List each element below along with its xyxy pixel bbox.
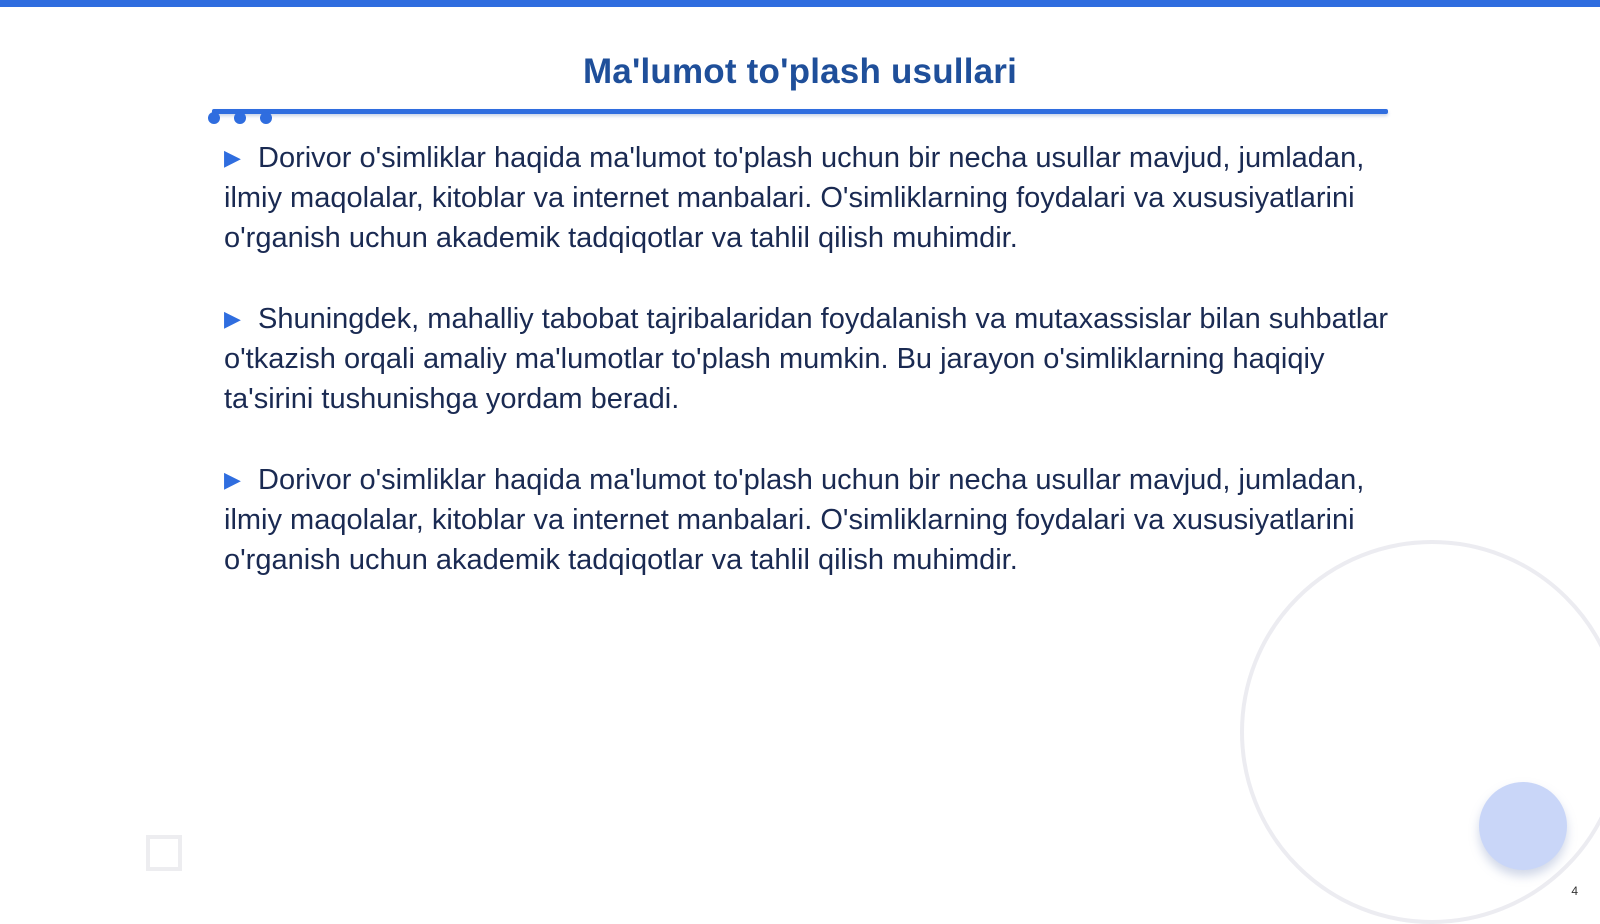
bullet-item: [224, 138, 1394, 258]
decor-circle: [1479, 782, 1567, 870]
top-accent-bar: [0, 0, 1600, 7]
bullet-text: Shuningdek, mahalliy tabobat tajribalaridan foydalanish va mutaxassislar bilan suhbatlar o'tkazish orqali amaliy ma'lumotlar to'plash mumkin. Bu jarayon o'simliklarning haqiqiy ta'sirini tushunishga yordam beradi.: [224, 303, 1389, 415]
slide-content: [224, 138, 1394, 621]
decor-ring: [1240, 540, 1600, 924]
bullet-arrow-icon: ▶: [224, 145, 241, 170]
decor-square: [146, 835, 182, 871]
decor-dot: [260, 112, 272, 124]
bullet-text: Dorivor o'simliklar haqida ma'lumot to'plash uchun bir necha usullar mavjud, jumladan, ilmiy maqolalar, kitoblar va internet manbalari. O'simliklarning foydalari va xususiyatlarini o'rganish uchun akademik tadqiqotlar va tahlil qilish muhimdir.: [224, 142, 1365, 254]
bullet-item: [224, 460, 1394, 580]
title-underline: [212, 109, 1388, 114]
page-number: 4: [1571, 884, 1578, 898]
slide-title: Ma'lumot to'plash usullari: [582, 52, 1018, 91]
bullet-arrow-icon: ▶: [224, 467, 241, 492]
bullet-item: [224, 299, 1394, 419]
decor-dot: [208, 112, 220, 124]
bullet-arrow-icon: ▶: [224, 306, 241, 331]
bullet-text: Dorivor o'simliklar haqida ma'lumot to'plash uchun bir necha usullar mavjud, jumladan, ilmiy maqolalar, kitoblar va internet manbalari. O'simliklarning foydalari va xususiyatlarini o'rganish uchun akademik tadqiqotlar va tahlil qilish muhimdir.: [224, 464, 1365, 576]
decor-dot: [234, 112, 246, 124]
